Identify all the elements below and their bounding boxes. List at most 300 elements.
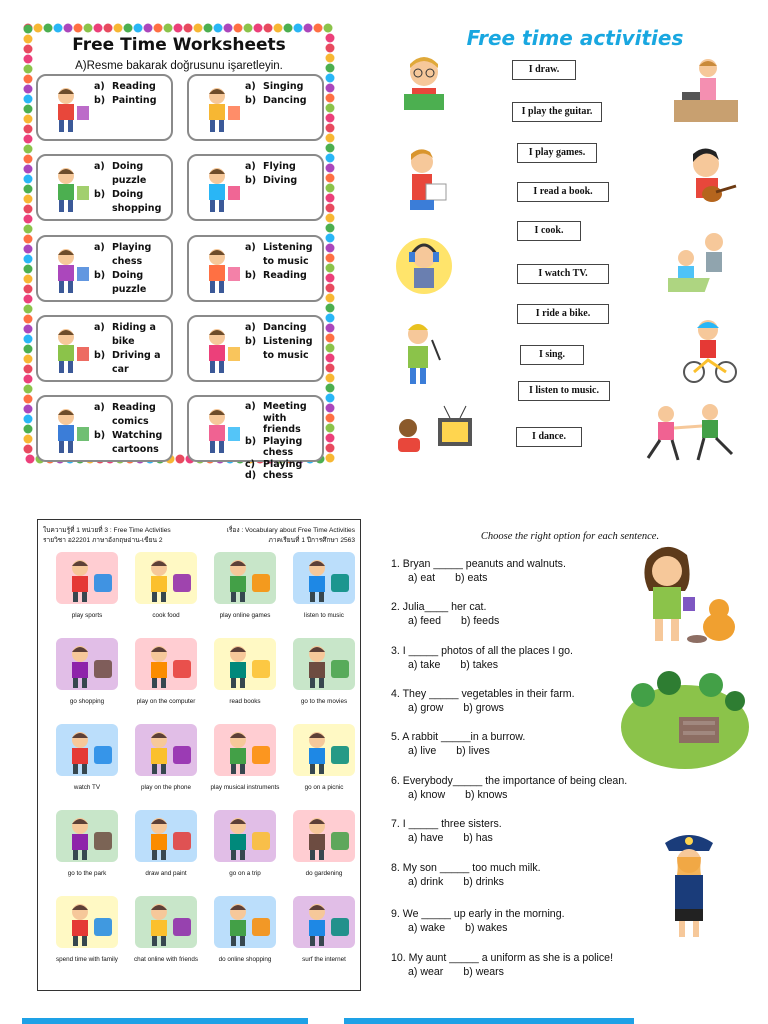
border-dot [326,384,335,393]
vocabulary-item [206,548,284,632]
vocabulary-label: play on the computer [136,698,196,705]
border-dot [144,24,153,33]
option-text: chess [263,470,294,481]
border-dot [326,394,335,403]
vocabulary-label: spend time with family [56,956,118,963]
activity-sentence-box[interactable]: I sing. [520,345,584,365]
option-letter: a) [245,242,256,253]
vocabulary-item [48,806,126,890]
border-dot [94,24,103,33]
answer-option-a[interactable]: a) drink [408,876,444,888]
activity-sentence-box[interactable]: I read a book. [517,182,609,202]
activity-box [36,395,173,462]
answer-option-b[interactable]: b) feeds [460,615,500,627]
border-dot [24,115,33,124]
border-dot [326,134,335,143]
border-dot [24,105,33,114]
activity-picture [44,405,92,455]
answer-options [391,875,651,889]
option-letter: a) [94,81,105,92]
answer-options [391,831,651,845]
option-letter: b) [245,175,257,186]
question-text: 3. I _____ photos of all the places I go. [391,645,573,657]
option-item[interactable] [245,321,318,335]
border-dot [326,274,335,283]
border-dot [24,305,33,314]
option-text: Dancing [263,95,307,106]
border-dot [326,434,335,443]
activity-picture [195,245,243,295]
option-letter: a) [245,401,256,412]
answer-options [391,921,651,935]
option-letter: b) [245,435,257,447]
question-text: 6. Everybody_____ the importance of being clean. [391,775,628,787]
option-text: Playing chess [263,435,303,458]
answer-option-b[interactable]: b) lives [456,745,490,757]
answer-option-b[interactable]: b) takes [460,659,499,671]
question-text: 10. My aunt _____ a uniform as she is a police! [391,952,614,964]
vocabulary-picture [133,634,199,694]
kids-playing-games-picture [668,228,734,296]
activity-box [187,235,324,302]
option-item[interactable] [94,349,167,377]
option-item[interactable] [94,94,167,108]
option-letter: b) [245,95,257,106]
header-term: ภาคเรียนที่ 1 ปีการศึกษา 2563 [268,537,355,544]
border-dot [154,24,163,33]
vocabulary-label: go on a picnic [304,784,344,791]
vocabulary-label: play sports [71,612,103,619]
question-text: 9. We _____ up early in the morning. [391,908,565,920]
bottom-bar-right [344,1018,634,1024]
option-text: Reading comics [112,402,156,427]
border-dot [24,225,33,234]
border-dot [24,125,33,134]
option-text: Reading [263,270,307,281]
answer-option-b[interactable]: b) eats [455,572,488,584]
activity-box [187,395,324,481]
border-dot [326,234,335,243]
option-text: Meeting with friends [263,401,307,435]
question-item [391,730,651,758]
worksheet-b-title: Free time activities [466,26,684,50]
option-text: Painting [112,95,157,106]
border-dot [134,24,143,33]
option-item[interactable] [245,436,318,459]
activity-picture [195,164,243,214]
activity-box [187,154,324,221]
vocabulary-item [127,806,205,890]
option-item[interactable] [94,321,167,349]
border-dot [284,24,293,33]
option-letter: a) [245,161,256,172]
answer-options [391,614,651,628]
vocabulary-item [206,892,284,976]
option-letter: b) [94,350,106,361]
option-item[interactable] [245,160,318,174]
vocabulary-label: read books [229,698,261,705]
border-dot [24,355,33,364]
activity-picture [195,325,243,375]
vocabulary-picture [133,806,199,866]
question-text: 5. A rabbit _____in a burrow. [391,731,526,743]
border-dot [326,104,335,113]
option-letter: b) [94,270,106,281]
vocabulary-label: listen to music [304,612,344,619]
bottom-bar-left [22,1018,308,1024]
border-dot [24,435,33,444]
border-dot [326,74,335,83]
police-officer-picture [653,827,725,939]
worksheet-d-title: Choose the right option for each sentence. [480,531,660,542]
border-dot [326,194,335,203]
answer-option-a[interactable]: a) have [408,832,444,844]
vocabulary-item [48,548,126,632]
border-dot [326,94,335,103]
border-dot [24,235,33,244]
border-dot [326,84,335,93]
activity-picture [195,84,243,134]
border-dot [326,444,335,453]
border-dot [24,375,33,384]
border-dot [326,324,335,333]
border-dot [326,454,335,463]
border-dot [224,24,233,33]
answer-option-b[interactable]: b) has [463,832,493,844]
border-dot [326,244,335,253]
question-text: 7. I _____ three sisters. [391,818,502,830]
worksheet-matching [390,22,750,472]
option-item[interactable] [94,188,167,216]
vocabulary-picture [133,892,199,952]
option-item[interactable] [94,269,167,297]
activity-picture [44,325,92,375]
border-dot [64,24,73,33]
header-topic: เรื่อง : Vocabulary about Free Time Activities [226,527,355,534]
border-dot [24,415,33,424]
vocabulary-picture [291,634,357,694]
answer-option-b[interactable]: b) wakes [465,922,508,934]
activity-box [36,315,173,382]
answer-option-a[interactable]: a) feed [408,615,441,627]
border-dot [24,335,33,344]
option-letter: a) [94,402,105,413]
option-text: Reading [112,81,156,92]
border-dot [104,24,113,33]
answer-option-a[interactable]: a) wake [408,922,446,934]
border-dot [24,425,33,434]
option-text: Doing shopping [112,189,162,214]
farm-garden-picture [619,665,751,773]
option-letter: b) [94,95,106,106]
option-text: Flying [263,161,296,172]
border-dot [326,174,335,183]
option-item[interactable] [94,80,167,94]
border-dot [174,24,183,33]
option-text: Listening to music [263,242,313,267]
vocabulary-picture [54,720,120,780]
border-dot [24,215,33,224]
option-item[interactable] [94,429,167,457]
option-text: Doing puzzle [112,161,147,186]
activity-sentence-box[interactable]: I draw. [512,60,576,80]
activity-sentence-box[interactable]: I play games. [517,143,597,163]
answer-option-b[interactable]: b) drinks [463,876,504,888]
vocabulary-label: surf the internet [302,956,346,963]
vocabulary-label: do online shopping [218,956,272,963]
question-item [391,774,651,802]
border-dot [24,165,33,174]
activity-picture [195,405,243,455]
vocabulary-picture [291,892,357,952]
vocabulary-picture [54,892,120,952]
border-dot [326,164,335,173]
vocabulary-picture [291,720,357,780]
answer-options [391,965,651,979]
border-dot [326,424,335,433]
vocabulary-label: play musical instruments [210,784,280,791]
option-letter: a) [94,161,105,172]
activity-box [36,235,173,302]
header-course: รายวิชา อ22201 ภาษาอังกฤษอ่าน-เขียน 2 [43,537,163,544]
option-item[interactable] [245,459,318,471]
border-dot [274,24,283,33]
vocabulary-picture [54,806,120,866]
worksheet-c-header [43,526,355,546]
option-item[interactable] [94,241,167,269]
vocabulary-label: go to the park [67,870,107,877]
border-dot [326,144,335,153]
border-dot [24,285,33,294]
vocabulary-item [285,548,363,632]
kids-watching-tv-picture [390,400,476,468]
border-dot [324,24,333,33]
border-dot [326,214,335,223]
option-item[interactable] [245,401,318,436]
vocabulary-picture [291,806,357,866]
border-dot [326,364,335,373]
border-dot [24,385,33,394]
answer-options [391,658,651,672]
activity-box [187,74,324,141]
option-item[interactable] [94,401,167,429]
boy-reading-book-picture [396,54,452,122]
woman-cooking-picture [674,56,738,124]
border-dot [24,95,33,104]
vocabulary-label: do gardening [305,870,343,877]
activity-sentence-box[interactable]: I play the guitar. [512,102,602,122]
border-dot [24,155,33,164]
vocabulary-item [285,634,363,718]
vocabulary-item [206,720,284,804]
border-dot [164,24,173,33]
boy-singing-picture [396,320,452,388]
activity-sentence-box[interactable]: I ride a bike. [517,304,609,324]
boy-riding-bike-picture [682,318,738,386]
vocabulary-item [206,634,284,718]
option-item[interactable] [245,94,318,108]
border-dot [24,195,33,204]
vocabulary-label: go shopping [69,698,105,705]
vocabulary-label: play on the phone [140,784,192,791]
option-text: Driving a car [112,350,161,375]
vocabulary-item [285,892,363,976]
border-dot [326,344,335,353]
border-dot [326,294,335,303]
girl-feeding-cat-picture [635,541,745,647]
answer-option-b[interactable]: b) knows [465,789,508,801]
answer-option-a[interactable]: a) take [408,659,441,671]
border-dot [24,75,33,84]
vocabulary-picture [54,548,120,608]
border-dot [24,445,33,454]
border-dot [24,145,33,154]
answer-option-a[interactable]: a) live [408,745,437,757]
border-dot [326,284,335,293]
worksheet-vocabulary-grid [37,519,361,991]
option-item[interactable] [245,80,318,94]
border-dot [194,24,203,33]
vocabulary-picture [133,548,199,608]
question-text: 2. Julia____ her cat. [391,601,487,613]
option-text: Singing [263,81,304,92]
border-dot [326,184,335,193]
worksheet-choose-option [385,525,755,995]
activity-box [36,154,173,221]
worksheet-a-title: Free Time Worksheets [72,35,286,55]
answer-option-a[interactable]: a) wear [408,966,444,978]
answer-options [391,701,651,715]
question-item [391,644,651,672]
border-dot [84,24,93,33]
boy-listening-music-picture [396,232,452,300]
vocabulary-item [285,720,363,804]
border-dot [214,24,223,33]
border-dot [24,135,33,144]
border-dot [326,264,335,273]
activity-sentence-box[interactable]: I watch TV. [517,264,609,284]
vocabulary-picture [54,634,120,694]
border-dot [254,24,263,33]
option-text: Diving [263,175,298,186]
header-unit: ใบความรู้ที่ 1 หน่วยที่ 3 : Free Time Activities [43,527,171,534]
question-text: 8. My son _____ too much milk. [391,862,541,874]
border-dot [314,24,323,33]
vocabulary-item [48,720,126,804]
vocabulary-label: play online games [219,612,271,619]
vocabulary-label: go to the movies [300,698,348,705]
border-dot [34,24,43,33]
answer-option-b[interactable]: b) grows [463,702,504,714]
vocabulary-label: cook food [152,612,180,619]
answer-option-a[interactable]: a) eat [408,572,436,584]
option-letter: a) [94,242,105,253]
border-dot [244,24,253,33]
worksheet-free-time-checkbox [22,22,336,481]
vocabulary-label: go on a trip [229,870,261,877]
vocabulary-item [206,806,284,890]
border-dot [24,325,33,334]
vocabulary-item [127,892,205,976]
border-dot [204,24,213,33]
option-item[interactable] [94,160,167,188]
border-dot [326,334,335,343]
activity-sentence-box[interactable]: I dance. [516,427,582,447]
vocabulary-item [127,634,205,718]
border-dot [24,345,33,354]
option-text: Doing puzzle [112,270,147,295]
border-dot [24,85,33,94]
question-item [391,600,651,628]
answer-option-a[interactable]: a) grow [408,702,444,714]
border-dot [294,24,303,33]
border-dot [24,395,33,404]
border-dot [114,24,123,33]
vocabulary-item [48,892,126,976]
activity-box [36,74,173,141]
option-text: Riding a bike [112,322,156,347]
vocabulary-item [127,548,205,632]
border-dot [304,24,313,33]
option-letter: a) [245,322,256,333]
option-item[interactable] [245,470,318,482]
option-item[interactable] [245,335,318,363]
option-letter: b) [94,430,106,441]
answer-option-a[interactable]: a) know [408,789,446,801]
vocabulary-picture [212,892,278,952]
border-dot [24,265,33,274]
question-text: 1. Bryan _____ peanuts and walnuts. [391,558,566,570]
option-item[interactable] [245,174,318,188]
border-dot [264,24,273,33]
answer-options [391,788,651,802]
vocabulary-label: watch TV [73,784,101,791]
question-item [391,951,651,979]
vocabulary-picture [212,806,278,866]
border-dot [326,354,335,363]
border-dot [24,295,33,304]
option-letter: c) [245,458,255,470]
activity-picture [44,84,92,134]
answer-option-b[interactable]: b) wears [463,966,504,978]
option-item[interactable] [245,269,318,283]
question-item [391,687,651,715]
vocabulary-item [285,806,363,890]
border-dot [24,275,33,284]
border-dot [124,24,133,33]
border-dot [326,254,335,263]
activity-picture [44,245,92,295]
border-dot [326,124,335,133]
option-text: Watching cartoons [112,430,163,455]
vocabulary-picture [212,634,278,694]
worksheet-a-instruction: A)Resme bakarak doğrusunu işaretleyin. [75,60,283,72]
question-item [391,861,651,889]
border-dot [24,255,33,264]
border-dot [44,24,53,33]
border-dot [326,314,335,323]
border-dot [24,205,33,214]
border-dot [326,404,335,413]
activity-sentence-box[interactable]: I listen to music. [518,381,610,401]
border-dot [74,24,83,33]
option-item[interactable] [245,241,318,269]
boy-drawing-picture [396,146,452,214]
question-item [391,907,651,935]
activity-sentence-box[interactable]: I cook. [517,221,581,241]
option-text: Playing chess [112,242,152,267]
border-dot [24,175,33,184]
